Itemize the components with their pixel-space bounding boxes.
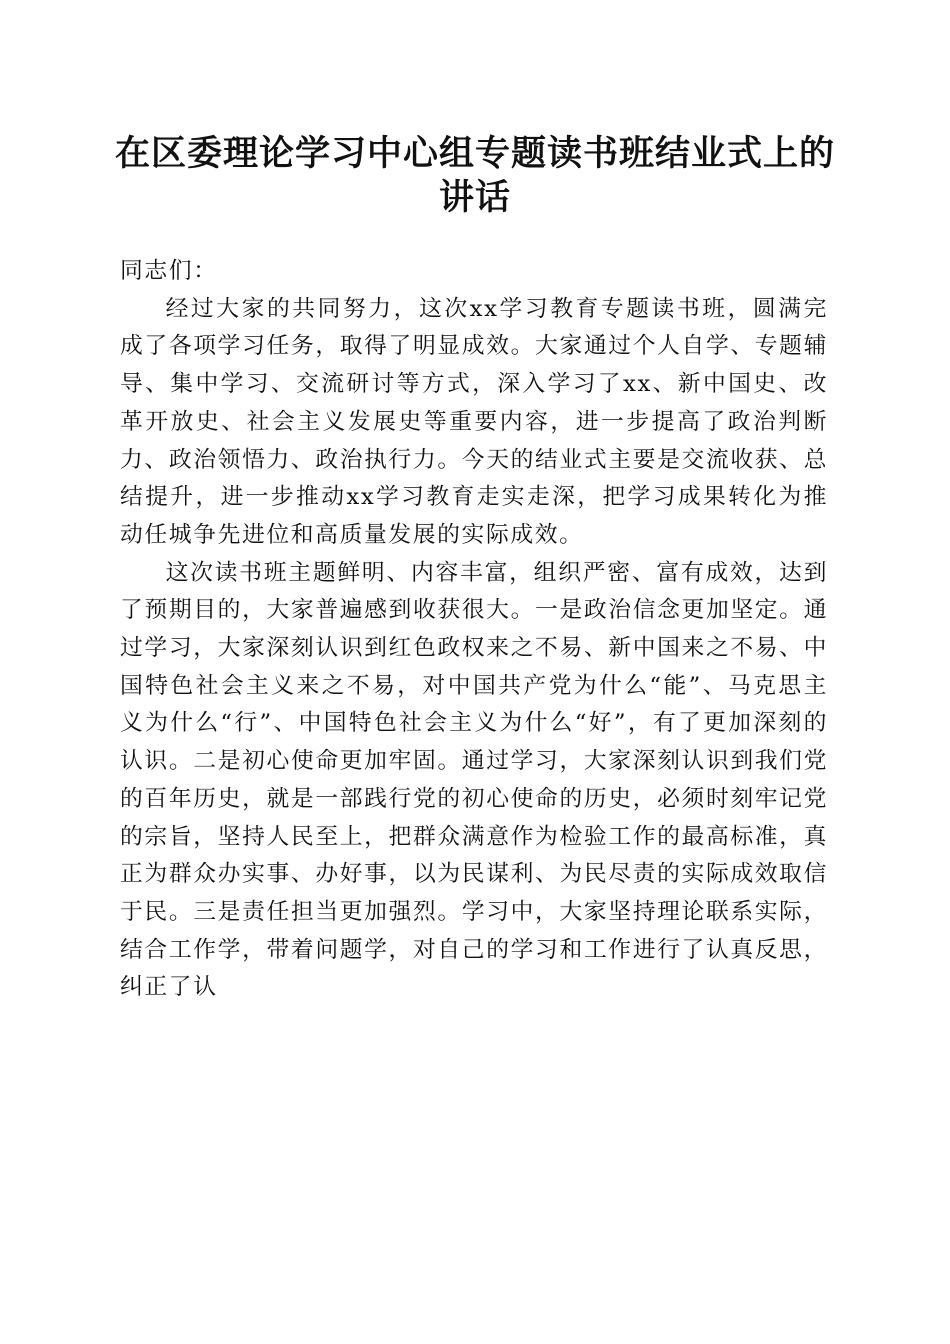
salutation: 同志们： [120,258,218,284]
paragraph-1: 经过大家的共同努力，这次xx学习教育专题读书班，圆满完成了各项学习任务，取得了明显成效。大家通过个人自学、专题辅导、集中学习、交流研讨等方式，深入学习了xx、新中国史、改革开放史、社会主义发展史等重要内容，进一步提高了政治判断力、政治领悟力、政治执行力。今天的结业式主要是交流收获、总结提升，进一步推动xx学习教育走实走深，把学习成果转化为推动任城争先进位和高质量发展的实际成效。 [120,295,828,548]
document-body [120,253,828,1007]
paragraph-2: 这次读书班主题鲜明、内容丰富，组织严密、富有成效，达到了预期目的，大家普遍感到收获很大。一是政治信念更加坚定。通过学习，大家深刻认识到红色政权来之不易、新中国来之不易、中国特色社会主义来之不易，对中国共产党为什么“能”、马克思主义为什么“行”、中国特色社会主义为什么“好”，有了更加深刻的认识。二是初心使命更加牢固。通过学习，大家深刻认识到我们党的百年历史，就是一部践行党的初心使命的历史，必须时刻牢记党的宗旨，坚持人民至上，把群众满意作为检验工作的最高标准，真正为群众办实事、办好事，以为民谋利、为民尽责的实际成效取信于民。三是责任担当更加强烈。学习中，大家坚持理论联系实际，结合工作学，带着问题学，对自己的学习和工作进行了认真反思，纠正了认 [120,559,828,1001]
document-title: 在区委理论学习中心组专题读书班结业式上的讲话 [114,133,835,218]
